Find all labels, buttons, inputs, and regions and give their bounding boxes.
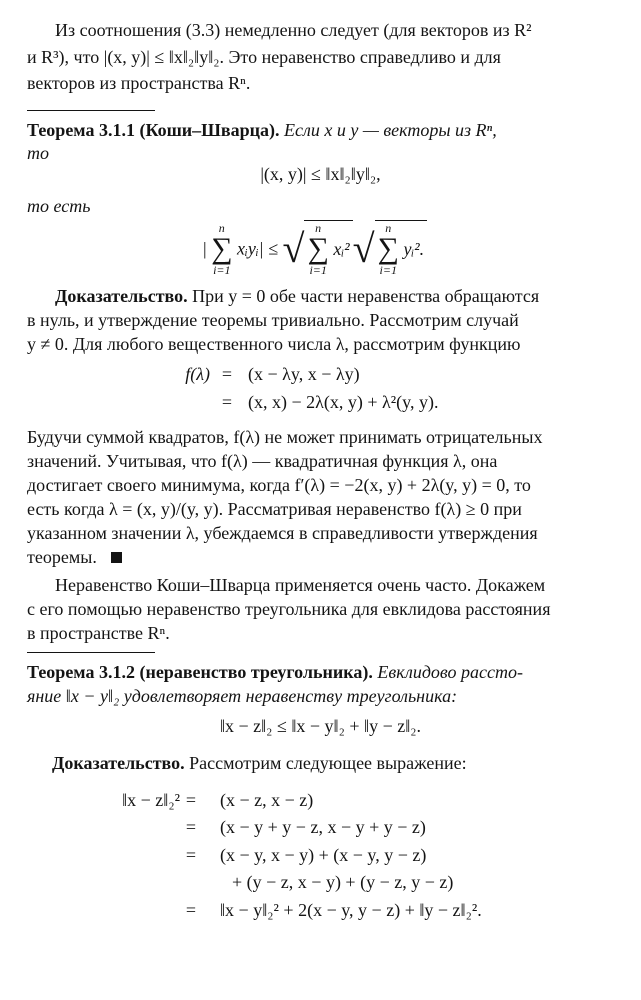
sum-symbol-2: n ∑ i=1 [307, 221, 329, 277]
proof-1-para-line-5: указанном значении λ, убеждаемся в справедливости утверждения [27, 523, 538, 543]
theorem-1-title: Теорема 3.1.1 (Коши–Шварца). [27, 120, 280, 140]
proof-2-eq-row-1: (x − z, x − z) [220, 790, 314, 810]
proof-2-line-1 [52, 751, 467, 775]
theorem-2-statement-2: яние ‖x − y‖₂ удовлетворяет неравенству треугольника: [27, 686, 458, 706]
intro-line-3: векторов из пространства Rⁿ. [27, 73, 251, 93]
theorem-2-header [27, 660, 523, 684]
proof-1-label: Доказательство. [55, 286, 188, 306]
proof-1-para-line-3: достигает своего минимума, когда f′(λ) = −2(x, y) + 2λ(y, y) = 0, то [27, 475, 531, 495]
proof-1-end-text: теоремы. [27, 547, 97, 567]
proof-2-intro: Рассмотрим следующее выражение: [189, 753, 467, 773]
sqrt-sign-1: √ [282, 225, 305, 271]
sum-symbol-3: n ∑ i=1 [377, 221, 399, 277]
middle-line-1: Неравенство Коши–Шварца применяется очень часто. Докажем [55, 575, 546, 595]
qed-square-icon [111, 552, 122, 563]
proof-1-eq-sign-1: = [221, 364, 233, 384]
intro-line-2: и R³), что |(x, y)| ≤ ‖x‖₂‖y‖₂. Это неравенство справедливо и для [27, 47, 501, 67]
proof-1-para-line-1: Будучи суммой квадратов, f(λ) не может принимать отрицательных [27, 427, 543, 447]
proof-1-eq-row-1: (x − λy, x − λy) [248, 364, 360, 384]
sum-term-1: xᵢyᵢ| ≤ [237, 238, 279, 259]
proof-2-label: Доказательство. [52, 753, 185, 773]
theorem-1-formula-1: |(x, y)| ≤ ‖x‖₂‖y‖₂, [260, 164, 381, 184]
sqrt-sign-2: √ [352, 225, 375, 271]
proof-1-line-1-text: При y = 0 обе части неравенства обращаются [192, 286, 540, 306]
proof-2-eq-left: ‖x − z‖₂² [122, 790, 180, 810]
theorem-1-formula-2 [203, 220, 427, 277]
intro-line-1: Из соотношения (3.3) немедленно следует (для векторов из R² [55, 20, 532, 40]
proof-1-line-3: y ≠ 0. Для любого вещественного числа λ, рассмотрим функцию [27, 334, 521, 354]
theorem-1-header [27, 118, 497, 142]
middle-line-2: с его помощью неравенство треугольника для евклидова расстояния [27, 599, 551, 619]
sum-term-x: xᵢ² [333, 239, 350, 259]
theorem-1-rule [27, 110, 155, 111]
theorem-1-that-is: то есть [27, 196, 91, 216]
proof-1-eq-row-2: (x, x) − 2λ(x, y) + λ²(y, y). [248, 392, 439, 412]
sum-term-y: yᵢ². [403, 239, 425, 259]
proof-2-eq-row-2: (x − y + y − z, x − y + y − z) [220, 817, 426, 837]
proof-2-eq-row-4: + (y − z, x − y) + (y − z, y − z) [232, 872, 454, 892]
sum-symbol-1: n ∑ i=1 [211, 220, 233, 277]
proof-1-para-line-2: значений. Учитывая, что f(λ) — квадратичная функция λ, она [27, 451, 498, 471]
abs-bar-left: | [203, 238, 207, 259]
proof-2-eq-sign-1: = [185, 790, 197, 810]
proof-1-para-line-6 [27, 545, 122, 569]
proof-2-eq-sign-2: = [185, 817, 197, 837]
proof-2-eq-sign-3: = [185, 845, 197, 865]
middle-line-3: в пространстве Rⁿ. [27, 623, 170, 643]
proof-1-para-line-4: есть когда λ = (x, y)/(y, y). Рассматривая неравенство f(λ) ≥ 0 при [27, 499, 522, 519]
theorem-2-rule [27, 652, 155, 653]
proof-2-eq-row-3: (x − y, x − y) + (x − y, y − z) [220, 845, 427, 865]
theorem-2-statement-1: Евклидово рассто- [377, 662, 523, 682]
theorem-1-then: то [27, 143, 49, 163]
theorem-2-title: Теорема 3.1.2 (неравенство треугольника). [27, 662, 373, 682]
sqrt-body-1 [304, 220, 352, 277]
theorem-1-statement: Если x и y — векторы из Rⁿ, [284, 120, 497, 140]
proof-1-eq-left: f(λ) [185, 364, 210, 384]
proof-1-eq-sign-2: = [221, 392, 233, 412]
proof-2-eq-sign-5: = [185, 900, 197, 920]
proof-1-line-2: в нуль, и утверждение теоремы тривиально. Рассмотрим случай [27, 310, 519, 330]
proof-1-line-1 [55, 284, 539, 308]
proof-2-eq-row-5: ‖x − y‖₂² + 2(x − y, y − z) + ‖y − z‖₂². [220, 900, 482, 920]
sqrt-body-2 [375, 220, 428, 277]
theorem-2-formula: ‖x − z‖₂ ≤ ‖x − y‖₂ + ‖y − z‖₂. [219, 716, 422, 736]
